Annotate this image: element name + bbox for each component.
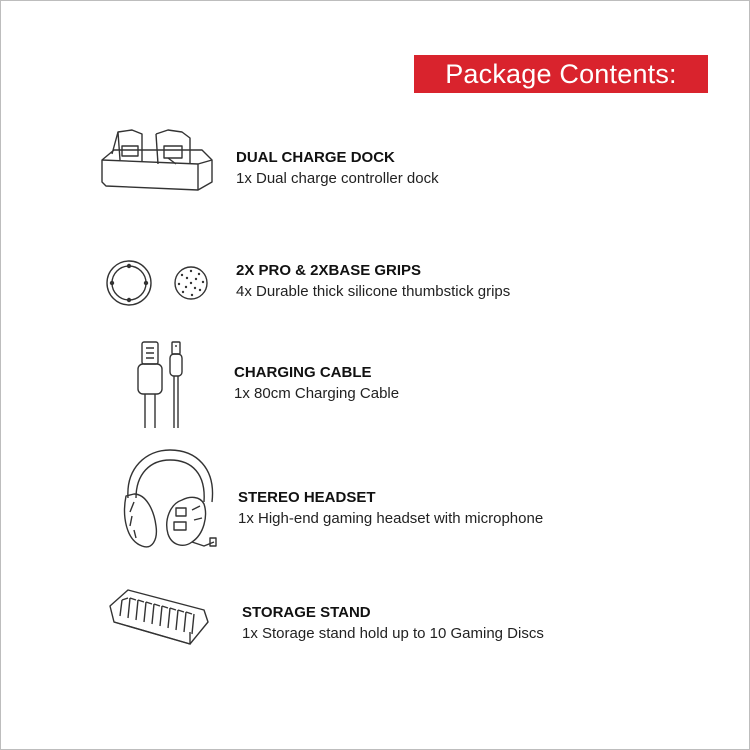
item-description: 1x Storage stand hold up to 10 Gaming Discs	[242, 625, 544, 642]
item-description: 4x Durable thick silicone thumbstick grips	[236, 283, 511, 300]
package-contents-banner: Package Contents:	[414, 55, 708, 93]
item-title: STORAGE STAND	[242, 604, 371, 621]
thumbstick-grips-icon	[105, 258, 215, 308]
charge-dock-icon	[98, 124, 216, 196]
item-description: 1x Dual charge controller dock	[236, 170, 439, 187]
item-title: DUAL CHARGE DOCK	[236, 149, 395, 166]
storage-stand-icon	[106, 586, 212, 650]
item-description: 1x High-end gaming headset with microphone	[238, 510, 544, 527]
item-title: STEREO HEADSET	[238, 489, 376, 506]
item-title: CHARGING CABLE	[234, 364, 372, 381]
headset-icon	[120, 446, 220, 554]
item-description: 1x 80cm Charging Cable	[234, 385, 400, 402]
item-title: 2X PRO & 2XBASE GRIPS	[236, 262, 422, 279]
charging-cable-icon	[132, 336, 192, 432]
